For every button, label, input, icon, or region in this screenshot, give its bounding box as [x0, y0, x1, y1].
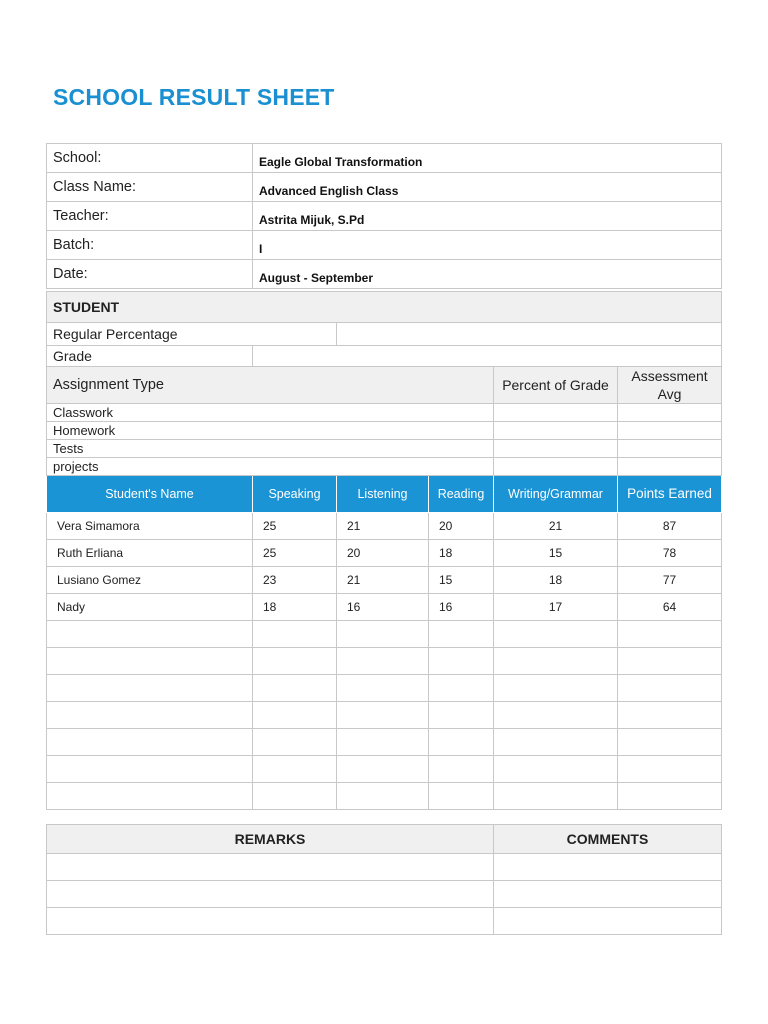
- info-label: School:: [47, 144, 253, 173]
- empty-cell[interactable]: [618, 648, 722, 675]
- assignment-header-row: [47, 367, 722, 404]
- empty-cell[interactable]: [494, 702, 618, 729]
- empty-cell[interactable]: [47, 783, 253, 810]
- percent-of-grade-cell[interactable]: [494, 404, 618, 422]
- grade-value[interactable]: [253, 346, 722, 367]
- empty-cell[interactable]: [47, 756, 253, 783]
- assignment-type: Classwork: [47, 404, 494, 422]
- grade-row: [47, 346, 722, 367]
- score-cell: 21: [337, 567, 429, 594]
- score-cell: 18: [494, 567, 618, 594]
- school-info-table: [46, 143, 722, 289]
- score-cell: 16: [337, 594, 429, 621]
- empty-cell[interactable]: [429, 783, 494, 810]
- empty-cell[interactable]: [494, 783, 618, 810]
- score-cell: 15: [429, 567, 494, 594]
- student-header-row: [47, 292, 722, 323]
- info-value: August - September: [253, 260, 722, 289]
- info-label: Class Name:: [47, 173, 253, 202]
- empty-cell[interactable]: [337, 702, 429, 729]
- regular-percentage-label: Regular Percentage: [47, 323, 337, 346]
- student-score-row: [47, 567, 722, 594]
- empty-cell[interactable]: [429, 648, 494, 675]
- student-results-table: [46, 291, 722, 810]
- score-cell: 25: [253, 540, 337, 567]
- remarks-header-row: [47, 825, 722, 854]
- regular-percentage-row: [47, 323, 722, 346]
- empty-cell[interactable]: [337, 648, 429, 675]
- empty-cell[interactable]: [429, 675, 494, 702]
- remarks-row: [47, 908, 722, 935]
- score-cell: 15: [494, 540, 618, 567]
- empty-cell[interactable]: [253, 729, 337, 756]
- assignment-row: [47, 404, 722, 422]
- empty-cell[interactable]: [47, 729, 253, 756]
- column-header-writing-grammar: Writing/Grammar: [494, 476, 618, 513]
- column-header-students-name: Student's Name: [47, 476, 253, 513]
- comments-cell[interactable]: [494, 908, 722, 935]
- student-score-row: [47, 594, 722, 621]
- column-header-speaking: Speaking: [253, 476, 337, 513]
- student-score-row: [47, 513, 722, 540]
- comments-cell[interactable]: [494, 881, 722, 908]
- score-cell: 18: [253, 594, 337, 621]
- remarks-row: [47, 854, 722, 881]
- empty-cell[interactable]: [618, 675, 722, 702]
- score-cell: 78: [618, 540, 722, 567]
- student-score-row: [47, 540, 722, 567]
- empty-cell[interactable]: [494, 756, 618, 783]
- info-value: Astrita Mijuk, S.Pd: [253, 202, 722, 231]
- empty-cell[interactable]: [253, 756, 337, 783]
- student-name-cell: Nady: [47, 594, 253, 621]
- info-value: I: [253, 231, 722, 260]
- column-header-reading: Reading: [429, 476, 494, 513]
- remarks-row: [47, 881, 722, 908]
- empty-cell[interactable]: [253, 675, 337, 702]
- empty-cell[interactable]: [337, 621, 429, 648]
- empty-cell[interactable]: [337, 729, 429, 756]
- grade-label: Grade: [47, 346, 253, 367]
- regular-percentage-value[interactable]: [337, 323, 722, 346]
- score-cell: 21: [494, 513, 618, 540]
- assessment-avg-cell[interactable]: [618, 422, 722, 440]
- info-row-class-name: [47, 173, 722, 202]
- remarks-header: REMARKS: [47, 825, 494, 854]
- score-cell: 20: [429, 513, 494, 540]
- percent-of-grade-cell[interactable]: [494, 440, 618, 458]
- empty-cell[interactable]: [253, 702, 337, 729]
- info-value: Eagle Global Transformation: [253, 144, 722, 173]
- remarks-cell[interactable]: [47, 881, 494, 908]
- empty-cell[interactable]: [429, 621, 494, 648]
- empty-score-row: [47, 702, 722, 729]
- info-label: Batch:: [47, 231, 253, 260]
- empty-cell[interactable]: [429, 729, 494, 756]
- empty-cell[interactable]: [47, 621, 253, 648]
- student-header: STUDENT: [47, 292, 722, 323]
- empty-cell[interactable]: [494, 621, 618, 648]
- empty-score-row: [47, 783, 722, 810]
- empty-cell[interactable]: [253, 621, 337, 648]
- empty-cell[interactable]: [253, 783, 337, 810]
- scores-header-row: [47, 476, 722, 513]
- info-value: Advanced English Class: [253, 173, 722, 202]
- empty-score-row: [47, 675, 722, 702]
- assignment-row: [47, 458, 722, 476]
- empty-cell[interactable]: [429, 756, 494, 783]
- assessment-avg-cell[interactable]: [618, 404, 722, 422]
- score-cell: 16: [429, 594, 494, 621]
- info-row-date: [47, 260, 722, 289]
- column-header-points-earned: Points Earned: [618, 476, 722, 513]
- remarks-cell[interactable]: [47, 854, 494, 881]
- empty-cell[interactable]: [47, 648, 253, 675]
- empty-cell[interactable]: [337, 783, 429, 810]
- comments-header: COMMENTS: [494, 825, 722, 854]
- empty-cell[interactable]: [494, 729, 618, 756]
- score-rows: [47, 513, 722, 810]
- info-row-teacher: [47, 202, 722, 231]
- student-name-cell: Lusiano Gomez: [47, 567, 253, 594]
- empty-cell[interactable]: [618, 702, 722, 729]
- empty-cell[interactable]: [47, 702, 253, 729]
- assessment-avg-cell[interactable]: [618, 440, 722, 458]
- empty-score-row: [47, 648, 722, 675]
- score-cell: 87: [618, 513, 722, 540]
- empty-cell[interactable]: [47, 675, 253, 702]
- remarks-table: [46, 824, 722, 935]
- score-cell: 20: [337, 540, 429, 567]
- percent-of-grade-label: Percent of Grade: [494, 367, 618, 404]
- student-name-cell: Ruth Erliana: [47, 540, 253, 567]
- assignment-row: [47, 440, 722, 458]
- comments-cell[interactable]: [494, 854, 722, 881]
- remarks-cell[interactable]: [47, 908, 494, 935]
- info-row-batch: [47, 231, 722, 260]
- column-header-listening: Listening: [337, 476, 429, 513]
- assignment-type-label: Assignment Type: [47, 367, 494, 404]
- score-cell: 17: [494, 594, 618, 621]
- info-row-school: [47, 144, 722, 173]
- assessment-avg-cell[interactable]: [618, 458, 722, 476]
- score-cell: 25: [253, 513, 337, 540]
- score-cell: 21: [337, 513, 429, 540]
- assignment-row: [47, 422, 722, 440]
- score-cell: 23: [253, 567, 337, 594]
- empty-score-row: [47, 729, 722, 756]
- empty-cell[interactable]: [618, 729, 722, 756]
- student-name-cell: Vera Simamora: [47, 513, 253, 540]
- info-label: Teacher:: [47, 202, 253, 231]
- empty-cell[interactable]: [429, 702, 494, 729]
- empty-score-row: [47, 756, 722, 783]
- assignment-type: projects: [47, 458, 494, 476]
- info-label: Date:: [47, 260, 253, 289]
- empty-cell[interactable]: [253, 648, 337, 675]
- empty-cell[interactable]: [618, 756, 722, 783]
- assessment-avg-label: Assessment Avg: [618, 367, 722, 404]
- assignment-type: Homework: [47, 422, 494, 440]
- empty-cell[interactable]: [494, 675, 618, 702]
- page-title: SCHOOL RESULT SHEET: [53, 84, 335, 110]
- empty-cell[interactable]: [337, 756, 429, 783]
- empty-cell[interactable]: [494, 648, 618, 675]
- empty-cell[interactable]: [337, 675, 429, 702]
- percent-of-grade-cell[interactable]: [494, 422, 618, 440]
- empty-cell[interactable]: [618, 783, 722, 810]
- empty-score-row: [47, 621, 722, 648]
- percent-of-grade-cell[interactable]: [494, 458, 618, 476]
- score-cell: 77: [618, 567, 722, 594]
- score-cell: 18: [429, 540, 494, 567]
- assignment-type: Tests: [47, 440, 494, 458]
- score-cell: 64: [618, 594, 722, 621]
- empty-cell[interactable]: [618, 621, 722, 648]
